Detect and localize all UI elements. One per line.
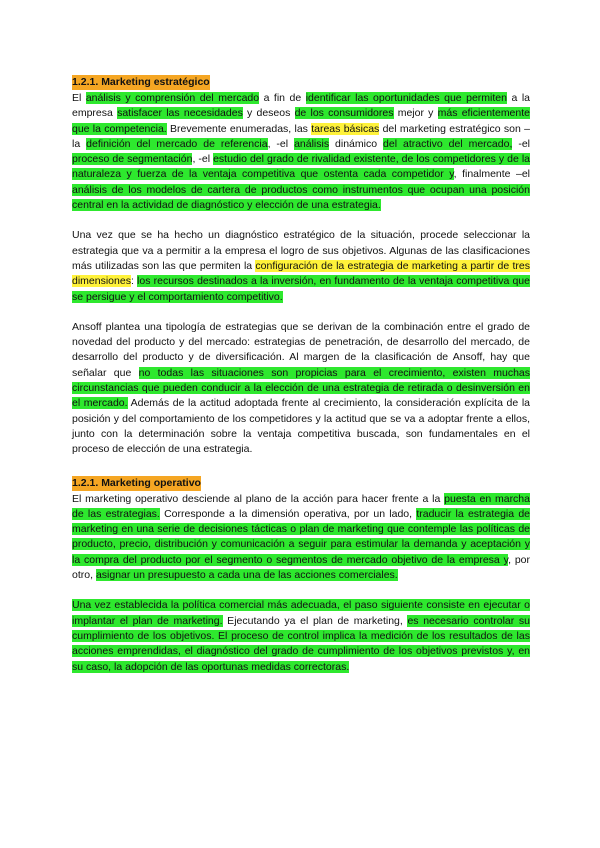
paragraph: [72, 598, 530, 674]
highlight-green: traducir la estrategia de marketing en una serie de decisiones tácticas o plan de marketing que contemple las políticas de producto, precio, distribución y comunicación a seguir para estimular la demanda y aceptación y la compra del producto por el segmento o segmentos de mercado objetivo de la empresa y: [72, 507, 530, 566]
highlight-green: análisis y comprensión del mercado: [85, 92, 260, 104]
text-run: a la empresa: [72, 92, 530, 120]
section-marketing-estrategico: [72, 72, 530, 458]
highlight-green: del atractivo del mercado,: [383, 137, 513, 150]
text-run: , -el: [267, 137, 295, 150]
highlight-green: estudio del grado de rivalidad existente, de los competidores y de la naturaleza y fuerza de la ventaja competitiva que ostenta cada competidor y: [72, 153, 531, 181]
text-run: , -el: [192, 153, 214, 166]
text-run: , finalmente –el: [453, 168, 530, 181]
section-heading: 1.2.1. Marketing operativo: [72, 476, 201, 489]
highlight-green: análisis: [294, 137, 330, 150]
text-run: El marketing operativo desciende al plano de la acción para hacer frente a la: [72, 492, 445, 505]
highlight-green: Una vez establecida la política comercial más adecuada, el paso siguiente consiste en ejecutar o implantar el plan de marketing.: [72, 599, 530, 627]
highlight-yellow: configuración de la estrategia de marketing a partir de tres dimensiones: [72, 259, 530, 288]
text-run: Además de la actitud adoptada frente al crecimiento, la consideración explícita de la posición y del comportamiento de los competidores y la actitud que se va a adoptar frente a ellos, junto con la determinación sobre la ventaja competitiva buscada, son fundamentales en el proceso de elección de una estrategia.: [72, 397, 531, 456]
text-run: mejor y: [393, 107, 438, 120]
highlight-green: más eficientemente que la competencia.: [72, 107, 530, 135]
highlight-green: definición del mercado de referencia: [86, 137, 268, 150]
highlight-green: puesta en marcha de las estrategias.: [72, 492, 530, 520]
highlight-green: de los consumidores: [294, 107, 394, 120]
highlight-green: no todas las situaciones son propicias para el crecimiento, existen muchas circunstancias que pueden conducir a la elección de una estrategia de retirada o desinversión en el mercado.: [72, 366, 531, 410]
highlight-green: asignar un presupuesto a cada una de las acciones comerciales.: [95, 569, 398, 582]
text-run: Una vez que se ha hecho un diagnóstico estratégico de la situación, procede seleccionar la estrategia que va a permitir a la empresa el logro de sus objetivos. Algunas de las clasificaciones más utilizadas son las que permiten la: [72, 229, 530, 272]
text-run: , por otro,: [72, 553, 531, 582]
highlight-yellow: tareas básicas: [311, 122, 380, 135]
paragraph: [72, 492, 530, 584]
text-run: a fin de: [259, 92, 306, 104]
highlight-green: es necesario controlar su cumplimiento de los objetivos.: [72, 614, 530, 642]
text-run: :: [130, 275, 138, 288]
paragraph: [72, 320, 530, 458]
highlight-green: proceso de segmentación: [72, 153, 193, 166]
highlight-green: satisfacer las necesidades: [117, 107, 243, 120]
highlight-green: los recursos destinados a la inversión, en fundamento de la ventaja competitiva que se persigue y el comportamiento competitivo.: [72, 275, 530, 303]
text-run: Brevemente enumeradas, las: [166, 122, 312, 135]
text-run: del marketing estratégico son –la: [72, 122, 530, 150]
section-marketing-operativo: [72, 473, 530, 675]
paragraph: [72, 228, 530, 304]
highlight-green: análisis de los modelos de cartera de productos como instrumentos que ocupan una posición central en la actividad de diagnóstico y elección de una estrategia.: [72, 183, 530, 212]
paragraph: [72, 91, 530, 213]
text-run: El: [72, 92, 86, 104]
text-run: Ansoff plantea una tipología de estrategias que se derivan de la combinación entre el grado de novedad del producto y del mercado: estrategias de penetración, de desarrollo del mercado, de desarrollo del producto y de diversificación. Al margen de la clasificación de Ansoff, hay que señalar que: [72, 320, 530, 379]
text-run: dinámico: [329, 137, 384, 150]
text-run: Corresponde a la dimensión operativa, por un lado,: [159, 507, 417, 520]
highlight-green: identificar las oportunidades que permiten: [305, 92, 507, 104]
text-run: y deseos: [242, 107, 295, 120]
text-run: -el: [512, 137, 530, 150]
section-heading: 1.2.1. Marketing estratégico: [72, 76, 210, 88]
highlight-green: El proceso de control implica la medición de los resultados de las acciones emprendidas, el diagnóstico del grado de cumplimiento de los objetivos previstos y, en su caso, la adopción de las oportunas medidas correctoras.: [72, 629, 530, 673]
text-run: Ejecutando ya el plan de marketing,: [222, 614, 408, 627]
